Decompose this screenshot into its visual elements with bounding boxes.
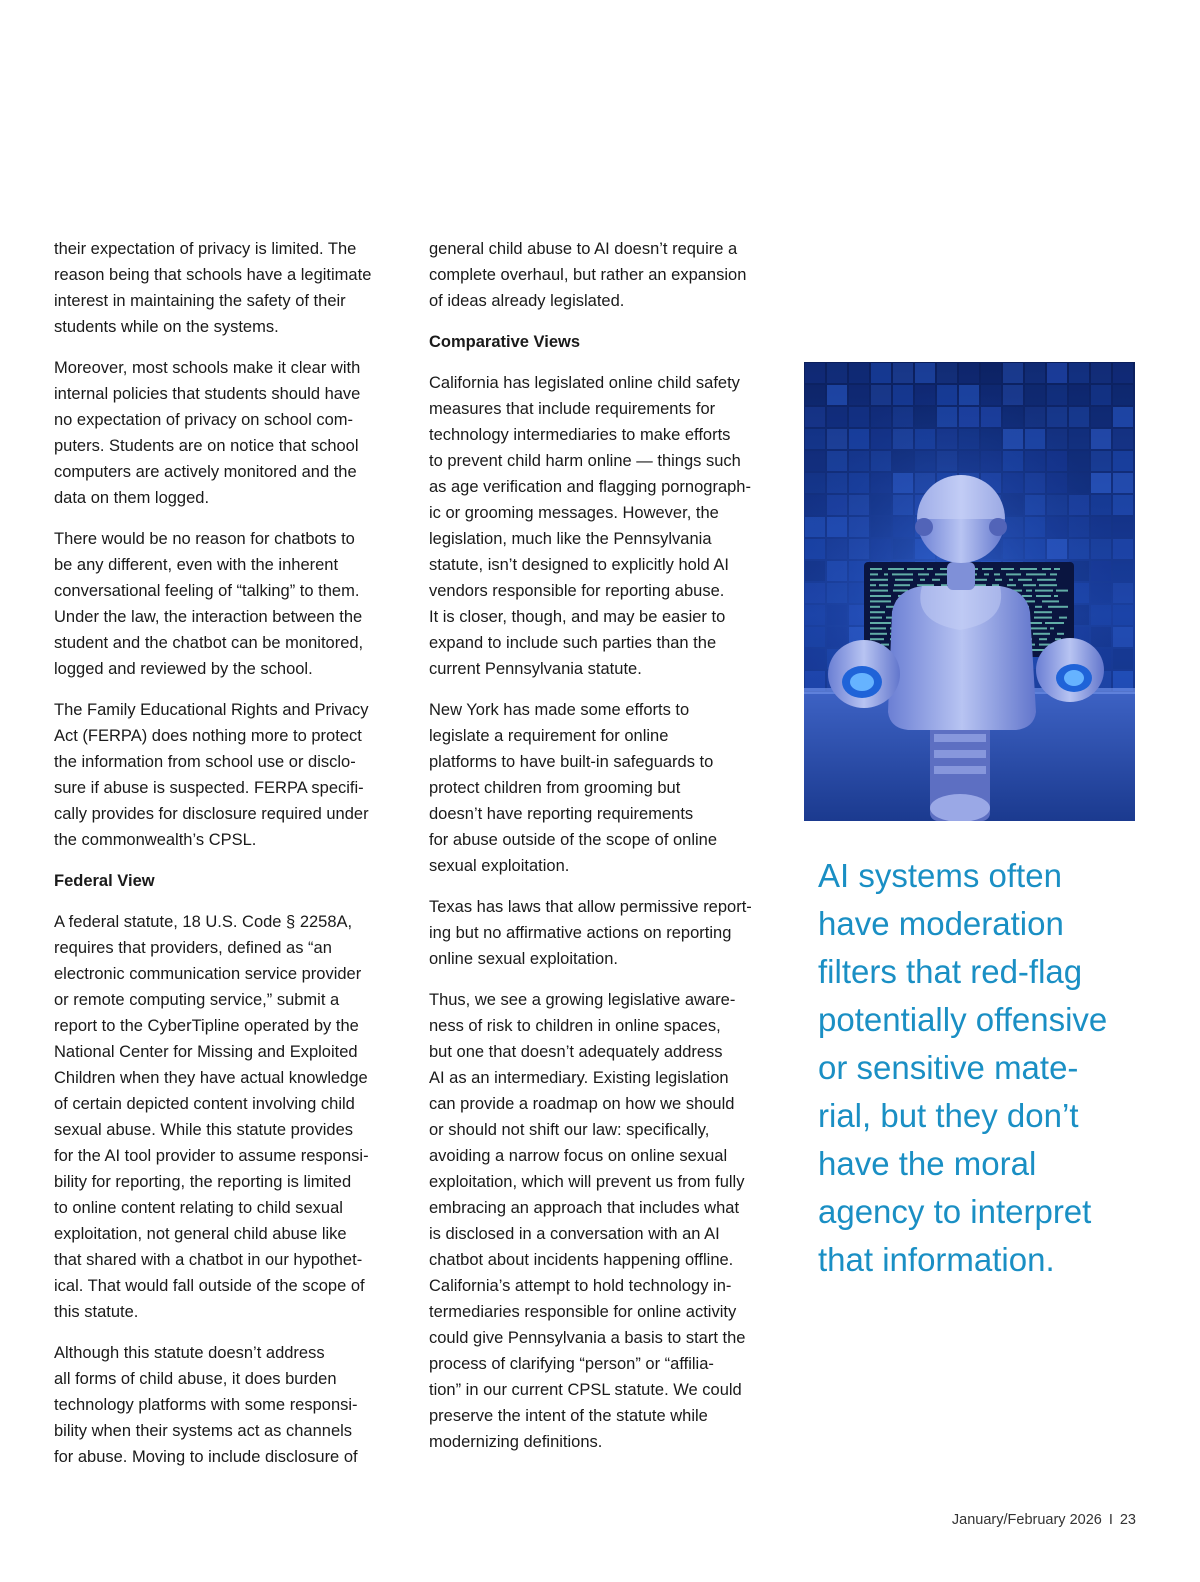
text-line: be any different, even with the inherent xyxy=(54,556,339,574)
text-line: could give Pennsylvania a basis to start the xyxy=(429,1329,746,1347)
text-line: Children when they have actual knowledge xyxy=(54,1069,368,1087)
text-line: protect children from grooming but xyxy=(429,779,681,797)
text-line: can provide a roadmap on how we should xyxy=(429,1095,735,1113)
text-line: students while on the systems. xyxy=(54,318,279,336)
text-line: technology intermediaries to make efforts xyxy=(429,426,731,444)
text-line: California has legislated online child safety xyxy=(429,374,740,392)
text-line: cally provides for disclosure required under xyxy=(54,805,369,823)
text-line: current Pennsylvania statute. xyxy=(429,660,642,678)
text-line: preserve the intent of the statute while xyxy=(429,1407,708,1425)
text-line: legislation, much like the Pennsylvania xyxy=(429,530,712,548)
text-line: vendors responsible for reporting abuse. xyxy=(429,582,725,600)
text-line: to prevent child harm online — things such xyxy=(429,452,741,470)
text-line: New York has made some efforts to xyxy=(429,701,690,719)
left-column xyxy=(54,236,394,1485)
text-line: agency to interpret xyxy=(818,1193,1092,1230)
middle-column xyxy=(429,236,769,1470)
text-line: or remote computing service,” submit a xyxy=(54,991,340,1009)
text-line: tion” in our current CPSL statute. We could xyxy=(429,1381,742,1399)
text-line: Thus, we see a growing legislative aware- xyxy=(429,991,736,1009)
text-line: A federal statute, 18 U.S. Code § 2258A, xyxy=(54,913,353,931)
text-line: but one that doesn’t adequately address xyxy=(429,1043,723,1061)
text-line: doesn’t have reporting requirements xyxy=(429,805,694,823)
text-line: chatbot about incidents happening offline. xyxy=(429,1251,734,1269)
text-line: to online content relating to child sexual xyxy=(54,1199,343,1217)
pull-quote xyxy=(818,852,1158,1284)
text-line: general child abuse to AI doesn’t require a xyxy=(429,240,738,258)
paragraph xyxy=(429,370,769,682)
text-line: data on them logged. xyxy=(54,489,210,507)
paragraph xyxy=(54,355,394,511)
text-line: have moderation xyxy=(818,905,1064,942)
page-footer xyxy=(952,1512,1136,1528)
text-line: modernizing definitions. xyxy=(429,1433,603,1451)
text-line: as age verification and flagging pornograph- xyxy=(429,478,751,496)
paragraph xyxy=(54,1340,394,1470)
text-line: It is closer, though, and may be easier to xyxy=(429,608,726,626)
text-line: exploitation, not general child abuse like xyxy=(54,1225,347,1243)
text-line: the information from school use or disclo- xyxy=(54,753,356,771)
text-line: of ideas already legislated. xyxy=(429,292,625,310)
text-line: platforms to have built-in safeguards to xyxy=(429,753,714,771)
text-line: internal policies that students should have xyxy=(54,385,361,403)
text-line: conversational feeling of “talking” to them. xyxy=(54,582,360,600)
text-line: this statute. xyxy=(54,1303,139,1321)
text-line: embracing an approach that includes what xyxy=(429,1199,740,1217)
text-line: Moreover, most schools make it clear with xyxy=(54,359,361,377)
robot-at-computer-illustration xyxy=(804,362,1135,821)
text-line: technology platforms with some responsi- xyxy=(54,1396,358,1414)
text-line: legislate a requirement for online xyxy=(429,727,669,745)
paragraph xyxy=(429,236,769,314)
text-line: rial, but they don’t xyxy=(818,1097,1079,1134)
text-line: filters that red-flag xyxy=(818,953,1083,990)
text-line: sure if abuse is suspected. FERPA specifi- xyxy=(54,779,364,797)
text-line: AI systems often xyxy=(818,857,1062,894)
paragraph xyxy=(54,697,394,853)
text-line: exploitation, which will prevent us from fully xyxy=(429,1173,745,1191)
text-line: expand to include such parties than the xyxy=(429,634,717,652)
text-line: or sensitive mate- xyxy=(818,1049,1079,1086)
text-line: student and the chatbot can be monitored, xyxy=(54,634,364,652)
text-line: logged and reviewed by the school. xyxy=(54,660,313,678)
text-line: sexual exploitation. xyxy=(429,857,570,875)
text-line: sexual abuse. While this statute provides xyxy=(54,1121,353,1139)
text-line: potentially offensive xyxy=(818,1001,1108,1038)
text-line: ic or grooming messages. However, the xyxy=(429,504,719,522)
text-line: of certain depicted content involving child xyxy=(54,1095,355,1113)
text-line: requires that providers, defined as “an xyxy=(54,939,332,957)
paragraph xyxy=(429,894,769,972)
text-line: is disclosed in a conversation with an AI xyxy=(429,1225,720,1243)
text-line: ing but no affirmative actions on reporting xyxy=(429,924,732,942)
text-line: Texas has laws that allow permissive report- xyxy=(429,898,752,916)
text-line: the commonwealth’s CPSL. xyxy=(54,831,257,849)
text-line: interest in maintaining the safety of their xyxy=(54,292,346,310)
text-line: bility for reporting, the reporting is limited xyxy=(54,1173,352,1191)
text-line: ness of risk to children in online spaces, xyxy=(429,1017,721,1035)
text-line: Under the law, the interaction between the xyxy=(54,608,363,626)
footer-separator: I xyxy=(1108,1512,1113,1528)
paragraph xyxy=(429,987,769,1455)
paragraph xyxy=(429,697,769,879)
text-line: electronic communication service provider xyxy=(54,965,362,983)
text-line: bility when their systems act as channels xyxy=(54,1422,353,1440)
text-line: or should not shift our law: specifically, xyxy=(429,1121,710,1139)
page-number: 23 xyxy=(1119,1512,1136,1528)
paragraph xyxy=(54,236,394,340)
text-line: AI as an intermediary. Existing legislation xyxy=(429,1069,729,1087)
text-line: statute, isn’t designed to explicitly hold AI xyxy=(429,556,729,574)
text-line: measures that include requirements for xyxy=(429,400,716,418)
text-line: termediaries responsible for online activity xyxy=(429,1303,737,1321)
paragraph xyxy=(54,909,394,1325)
text-line: their expectation of privacy is limited. The xyxy=(54,240,357,258)
paragraph xyxy=(54,526,394,682)
text-line: Although this statute doesn’t address xyxy=(54,1344,325,1362)
text-line: ical. That would fall outside of the scope of xyxy=(54,1277,365,1295)
text-line: avoiding a narrow focus on online sexual xyxy=(429,1147,728,1165)
text-line: have the moral xyxy=(818,1145,1037,1182)
text-line: report to the CyberTipline operated by the xyxy=(54,1017,359,1035)
issue-date: January/February 2026 xyxy=(951,1512,1102,1528)
text-line: that information. xyxy=(818,1241,1055,1278)
text-line: process of clarifying “person” or “affilia- xyxy=(429,1355,714,1373)
text-line: all forms of child abuse, it does burden xyxy=(54,1370,337,1388)
text-line: The Family Educational Rights and Privacy xyxy=(54,701,369,719)
text-line: computers are actively monitored and the xyxy=(54,463,357,481)
text-line: complete overhaul, but rather an expansion xyxy=(429,266,747,284)
text-line: for abuse outside of the scope of online xyxy=(429,831,718,849)
text-line: puters. Students are on notice that school xyxy=(54,437,359,455)
section-heading-comparative-views: Comparative Views xyxy=(429,333,581,351)
text-line: for the AI tool provider to assume responsi- xyxy=(54,1147,369,1165)
text-line: Act (FERPA) does nothing more to protect xyxy=(54,727,362,745)
text-line: no expectation of privacy on school com- xyxy=(54,411,353,429)
text-line: National Center for Missing and Exploited xyxy=(54,1043,358,1061)
text-line: online sexual exploitation. xyxy=(429,950,618,968)
text-line: There would be no reason for chatbots to xyxy=(54,530,355,548)
text-line: that shared with a chatbot in our hypothet- xyxy=(54,1251,363,1269)
section-heading-federal-view: Federal View xyxy=(54,872,155,890)
text-line: reason being that schools have a legitimate xyxy=(54,266,372,284)
text-line: California’s attempt to hold technology in- xyxy=(429,1277,732,1295)
text-line: for abuse. Moving to include disclosure of xyxy=(54,1448,358,1466)
